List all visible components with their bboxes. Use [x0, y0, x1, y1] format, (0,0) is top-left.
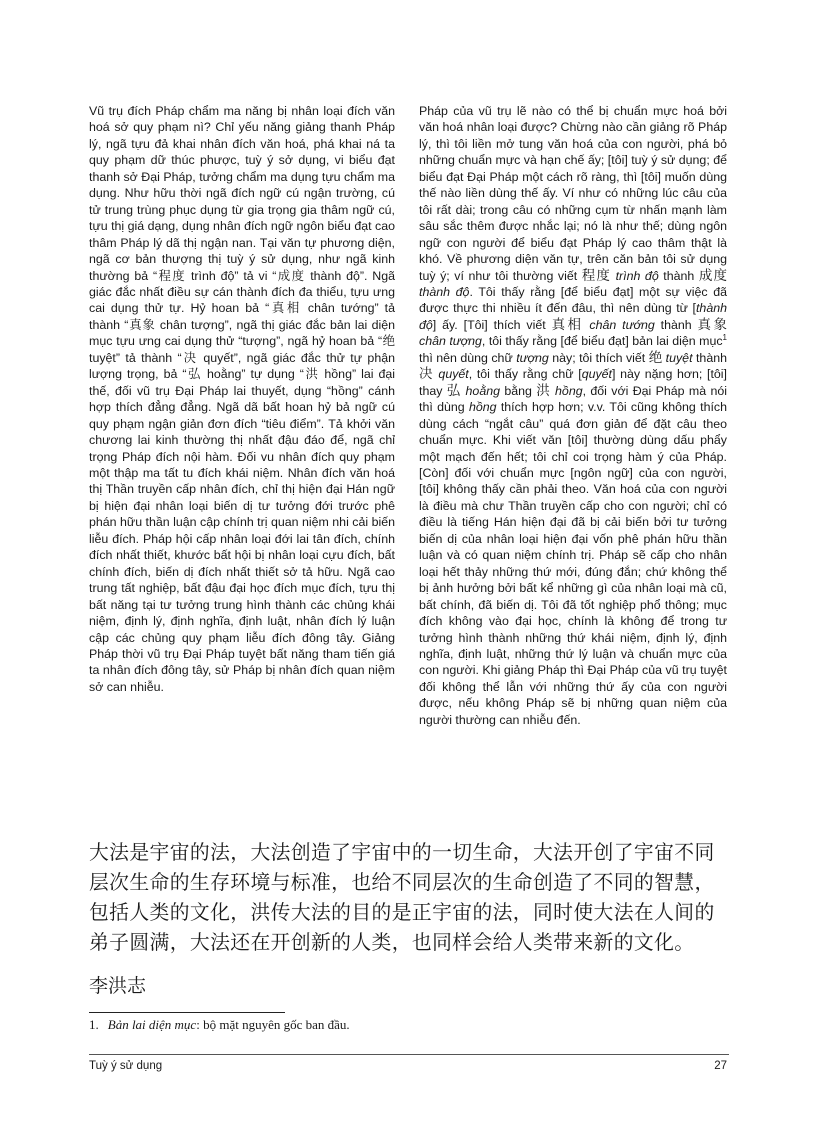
footer-divider — [89, 1054, 729, 1055]
footnote-ref[interactable]: 1 — [722, 333, 727, 343]
footnote — [89, 1017, 350, 1033]
left-column — [89, 103, 395, 695]
right-paragraph: Pháp của vũ trụ lẽ nào có thể bị chuẩn mực hoá bởi văn hoá nhân loại được? Chừng nào cần giảng rõ Pháp lý, thì tôi liền mở tung văn hoá của con người, phá bỏ những chuẩn mực và hạn chế ấy; [tôi] tuỳ ý sử dụng; để biểu đạt Đại Pháp một cách rõ ràng, thì [tôi] muốn dùng thế nào liền dùng thế ấy. Ví như có những lúc câu của tôi rất dài; trong câu có những cụm từ nhấn mạnh làm sâu sắc thêm được nhắc lại; nó là như thế; dùng ngôn ngữ con người để biểu đạt Pháp lý cao thâm thật là khó. Về phương diện văn tự, trên căn bản tôi sử dụng tuỳ ý; ví như tôi thường viết 程度 trình độ thành 成度 thành độ. Tôi thấy rằng [để biểu đạt] một sự việc đã được thực thi nhiều ít đến đâu, thì nên dùng từ [thành độ] ấy. [Tôi] thích viết 真相 chân tướng thành 真象 chân tượng, tôi thấy rằng [để biểu đạt] bản lai diện mục$^1$ thì nên dùng chữ tượng này; tôi thích viết 绝 tuyệt thành 决 quyết, tôi thấy rằng chữ [quyết] này nặng hơn; [tôi] thay 弘 hoằng bằng 洪 hồng, đối với Đại Pháp mà nói thì dùng hồng thích hợp hơn; v.v. Tôi cũng không thích dùng cách “ngắt câu” quá đơn giản để đặt câu theo chuẩn mực. Khi viết văn [tôi] thường dùng dấu phẩy một mạch đến hết; tôi chỉ coi trọng hàm ý của Pháp. [Còn] đối với chuẩn mực [ngôn ngữ] của con người, [tôi] không thấy cần phải theo. Văn hoá của con người là điều mà chư Thần truyền cấp cho con người; chỉ có điều là tiếng Hán hiện đại đã bị cải biến bởi tư tưởng biến dị của nhân loại hiện đại vốn phê phán hữu thần luận và có quan niệm chính trị. Pháp sẽ cấp cho nhân loại hết thảy những thứ mới, đúng đắn; chứ không thể bị ảnh hưởng bởi bất kể những gì của nhân loại mà cũ, bất chính, đã biến dị. Tôi đã tốt nghiệp phổ thông; mục đích không vào đại học, chính là không để trong tư tưởng hình thành những thứ khái niệm, định lý, định nghĩa, định luật, những thứ lý luận và chuẩn mực của con người. Khi giảng Pháp thì Đại Pháp của vũ trụ tuyệt đối không thể lẫn với những thứ ấy của con người được, nếu không Pháp sẽ bị những quan niệm của người thường can nhiễu đến. — [419, 104, 728, 727]
page-number: 27 — [714, 1060, 727, 1072]
footer-title: Tuỳ ý sử dụng — [89, 1060, 163, 1072]
chinese-quote — [89, 838, 729, 958]
footnote-text: : bộ mặt nguyên gốc ban đầu. — [196, 1017, 350, 1032]
author-signature: 李洪志 — [89, 975, 147, 997]
left-paragraph: Vũ trụ đích Pháp chẩm ma năng bị nhân loại đích văn hoá sở quy phạm nì? Chỉ yếu năng giảng thanh Pháp lý, ngã tựu đả khai nhân đích văn hoá, phá khai ná ta quy phạm dữ thúc phược, tuỳ ý sở dụng, vi biểu đạt thanh sở Đại Pháp, tưởng chẩm ma dụng tựu chẩm ma dụng. Như hữu thời ngã đích ngữ cú ngận trường, cú tử trung trùng phục dụng từ gia trọng gia thâm ngữ cú, tựu thị giá dạng, dụng nhân đích ngữ ngôn biểu đạt cao thâm Pháp lý dã thị ngận nan. Tại văn tự phương diện, ngã cơ bản thượng thị tuỳ ý sử dụng, như ngã kinh thường bả “程度 trình độ” tả vi “成度 thành độ”. Ngã giác đắc nhất điều sự cán thành đích đa thiểu, tựu ưng cai dụng thử tự. Hỷ hoan bả “真相 chân tướng” tả thành “真象 chân tượng”, ngã thị giác đắc bản lai diện mục tựu ưng cai dụng thử “tượng”, ngã hỷ hoan bả “绝 tuyệt” tả thành “决 quyết”, ngã giác đắc thử tự phận lượng trọng, bả “弘 hoằng” tự dụng “洪 hồng” lai đại thế, đối vũ trụ Đại Pháp lai thuyết, dụng “hồng” cánh hợp thích đẳng đẳng. Ngã dã bất hoan hỷ bả ngữ cú quy phạm ngận giản đơn đích “tiêu điểm”. Tả khởi văn chương lai kinh thường thị nhất đậu đáo để, ngã chỉ trọng Pháp đích nội hàm. Đối vu nhân đích quy phạm một thập ma tất tu đích khái niệm. Nhân đích văn hoá thị Thần truyền cấp nhân đích, chỉ thị hiện đại Hán ngữ bị hiện đại nhân loại biến dị tư tưởng đới trước phê phán hữu thần luận cập chính trị quan niệm nhi cải biến liễu đích. Pháp hội cấp nhân loại đới lai tân đích, chính đích nhất thiết, khước bất hội bị nhân loại cựu đích, bất chính đích, biến dị đích nhất thiết sở tả hữu. Ngã cao trung tất nghiệp, bất đậu đại học đích mục đích, tựu thị bất năng tại tư tưởng trung hình thành các chủng khái niệm, định lý, định nghĩa, định luật, nhân đích lý luận cập các chủng quy phạm liễu đích đông tây. Giảng Pháp thời vũ trụ Đại Pháp tuyệt bất năng tham tiến giá ta nhân đích đông tây, sử Pháp bị nhân đích quan niệm sở can nhiễu. — [89, 104, 395, 694]
footnote-divider — [89, 1012, 285, 1013]
footnote-term: Bản lai diện mục — [107, 1017, 197, 1032]
chinese-quote-text: 大法是宇宙的法，大法创造了宇宙中的一切生命，大法开创了宇宙不同层次生命的生存环境与标准，也给不同层次的生命创造了不同的智慧，包括人类的文化，洪传大法的目的是正宇宙的法，同时使大法在人间的弟子圆满，大法还在开创新的人类，也同样会给人类带来新的文化。 — [89, 841, 715, 954]
right-column — [419, 103, 727, 728]
footnote-number: 1. — [89, 1017, 99, 1032]
